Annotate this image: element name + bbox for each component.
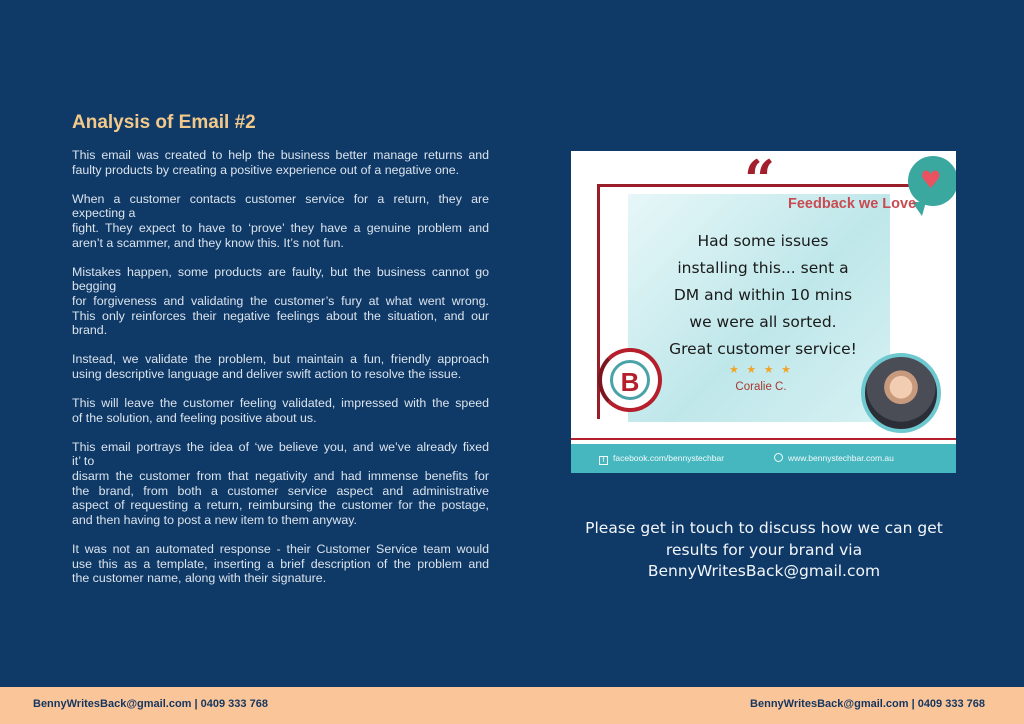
card-footer [571, 444, 956, 473]
text-line: When a customer contacts customer service for a return, they are [72, 191, 489, 206]
text-line: of the solution, and feeling positive about us. [72, 410, 317, 425]
text-line: aspect of requesting a return, reimbursing the customer for the postage, [72, 498, 489, 513]
text-line: begging [72, 279, 117, 294]
contact-cta [574, 518, 954, 583]
footer-contact-left[interactable]: BennyWritesBack@gmail.com | 0409 333 768 [33, 698, 268, 710]
reviewer-avatar [861, 353, 941, 433]
testimonial-card [571, 151, 956, 473]
logo-letter: B [620, 367, 640, 397]
reviewer-name: Coralie C. [735, 381, 787, 393]
quote-line: Great customer service! [669, 340, 857, 358]
page-title: Analysis of Email #2 [72, 112, 256, 133]
text-line: using descriptive language and deliver swift action to resolve the issue. [72, 366, 462, 381]
cta-line: results for your brand via [665, 540, 863, 559]
star-rating-icon: ★ ★ ★ ★ [729, 363, 793, 376]
quote-line: installing this... sent a [677, 259, 849, 277]
footer-bar [0, 687, 1024, 724]
text-line: for forgiveness and validating the customer’s fury at what went wrong. [72, 293, 489, 308]
text-line: This will leave the customer feeling validated, impressed with the speed [72, 396, 489, 411]
footer-contact-right[interactable]: BennyWritesBack@gmail.com | 0409 333 768 [750, 698, 985, 710]
paragraph-1 [72, 148, 489, 177]
website-text: www.bennystechbar.com.au [788, 453, 894, 463]
paragraph-7 [72, 542, 489, 586]
quote-line: Had some issues [697, 232, 829, 250]
text-line: This only reinforces their negative feelings about the situation, and our [72, 308, 489, 323]
quote-line: DM and within 10 mins [673, 286, 853, 304]
text-line: This email portrays the idea of ‘we believe you, and we’ve already fixed [72, 439, 489, 454]
feedback-label: Feedback we Love [788, 196, 917, 212]
paragraph-6 [72, 440, 489, 528]
text-line: brand. [72, 323, 108, 338]
paragraph-5 [72, 396, 489, 425]
text-line: disarm the customer from that negativity and had immense benefits for [72, 469, 489, 484]
paragraph-3 [72, 265, 489, 338]
text-line: faulty products by creating a positive experience out of a negative one. [72, 162, 460, 177]
text-line: Instead, we validate the problem, but maintain a fun, friendly approach [72, 352, 489, 367]
cta-email[interactable]: BennyWritesBack@gmail.com [647, 562, 881, 580]
text-line: expecting a [72, 206, 136, 221]
website-link[interactable] [774, 453, 894, 463]
text-line: the customer name, along with their signature. [72, 571, 327, 586]
testimonial-quote [646, 228, 880, 363]
text-line: and then having to post a new item to them anyway. [72, 512, 357, 527]
heart-icon: ♥ [920, 166, 942, 194]
analysis-body [72, 148, 489, 600]
paragraph-4 [72, 352, 489, 381]
paragraph-2 [72, 192, 489, 250]
text-line: the brand, from both a customer service aspect and administrative [72, 483, 489, 498]
text-line: This email was created to help the business better manage returns and [72, 148, 489, 162]
facebook-text: facebook.com/bennystechbar [613, 453, 725, 463]
text-line: it’ to [72, 454, 95, 469]
text-line: aren’t a scammer, and they know this. It’s not fun. [72, 235, 344, 250]
facebook-link[interactable] [599, 453, 724, 465]
text-line: It was not an automated response - their Customer Service team would [72, 542, 489, 557]
quote-line: we were all sorted. [689, 313, 837, 331]
quote-mark-icon: “ [744, 151, 776, 212]
text-line: Mistakes happen, some products are faulty, but the business cannot go [72, 264, 489, 279]
cta-line: Please get in touch to discuss how we can get [585, 519, 943, 537]
text-line: fight. They expect to have to ‘prove’ they have a genuine problem and [72, 220, 489, 235]
globe-icon [774, 453, 783, 462]
facebook-icon: f [599, 456, 608, 465]
brand-logo [598, 348, 662, 412]
text-line: use this as a template, inserting a brief description of the problem and [72, 556, 489, 571]
